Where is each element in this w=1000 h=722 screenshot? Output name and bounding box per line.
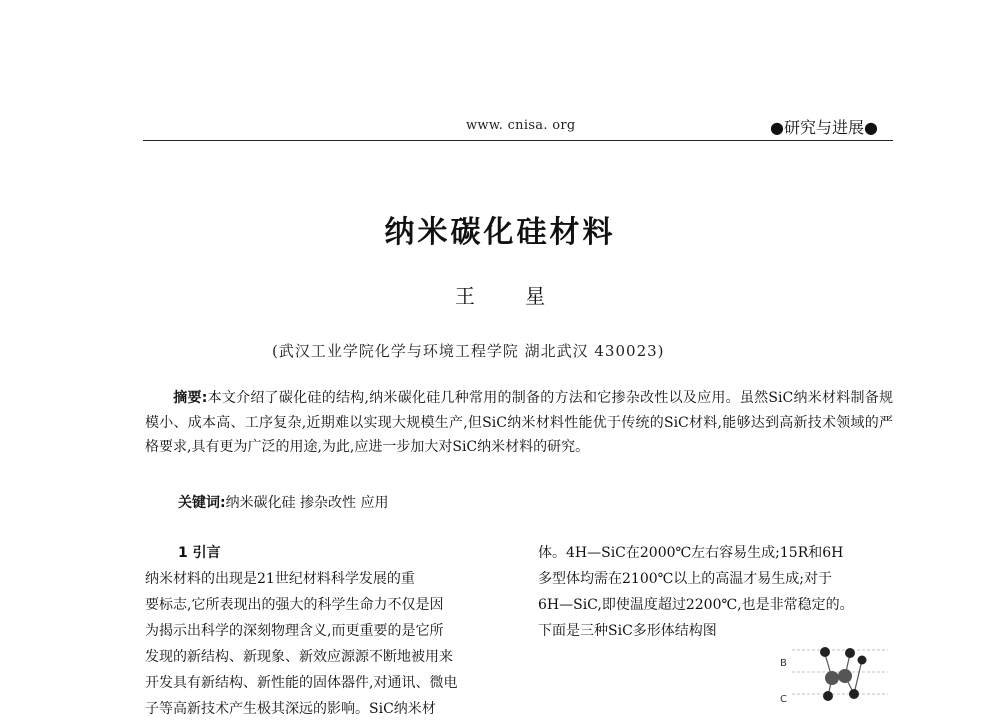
figure-label-b: B bbox=[780, 658, 787, 669]
keywords-label: 关键词: bbox=[178, 495, 226, 511]
abstract bbox=[145, 386, 893, 460]
figure-atom bbox=[858, 656, 867, 665]
section-heading: 1 引言 bbox=[178, 545, 221, 561]
text-line: 体。4H—SiC在2000℃左右容易生成;15R和6H bbox=[538, 545, 844, 561]
text-line: 要标志,它所表现出的强大的科学生命力不仅是因 bbox=[145, 597, 444, 613]
text-line: 下面是三种SiC多形体结构图 bbox=[538, 623, 717, 639]
keywords bbox=[178, 492, 389, 512]
header-rule bbox=[143, 140, 893, 141]
figure-label-c: C bbox=[780, 694, 787, 703]
sic-structure-figure bbox=[770, 640, 890, 703]
left-column bbox=[145, 566, 500, 722]
text-line: 纳米材料的出现是21世纪材料科学发展的重 bbox=[145, 571, 415, 587]
abstract-label: 摘要: bbox=[173, 390, 208, 406]
affiliation: (武汉工业学院化学与环境工程学院 湖北武汉 430023) bbox=[272, 342, 665, 360]
figure-atom bbox=[823, 691, 833, 701]
text-line: 6H—SiC,即使温度超过2200℃,也是非常稳定的。 bbox=[538, 597, 854, 613]
author: 王 星 bbox=[454, 284, 568, 308]
abstract-text: 本文介绍了碳化硅的结构,纳米碳化硅几种常用的制备的方法和它掺杂改性以及应用。虽然SiC纳米材料制备规模小、成本高、工序复杂,近期难以实现大规模生产,但SiC纳米材料性能优于传统的SiC材料,能够达到高新技术领域的严格要求,具有更为广泛的用途,为此,应进一步加大对SiC纳米材料的研究。 bbox=[145, 390, 893, 455]
text-line: 多型体均需在2100℃以上的高温才易生成;对于 bbox=[538, 571, 833, 587]
text-line: 为揭示出科学的深刻物理含义,而更重要的是它所 bbox=[145, 623, 444, 639]
figure-atom bbox=[825, 671, 839, 685]
figure-bond bbox=[854, 660, 862, 694]
figure-atom bbox=[849, 689, 859, 699]
figure-atom bbox=[845, 648, 855, 658]
journal-url: www. cnisa. org bbox=[466, 118, 576, 133]
text-line: 开发具有新结构、新性能的固体器件,对通讯、微电 bbox=[145, 675, 458, 691]
figure-atom bbox=[838, 669, 852, 683]
keywords-text: 纳米碳化硅 掺杂改性 应用 bbox=[225, 495, 389, 511]
right-column bbox=[538, 540, 894, 644]
figure-atom bbox=[820, 647, 830, 657]
text-line: 子等高新技术产生极其深远的影响。SiC纳米材 bbox=[145, 701, 436, 717]
text-line: 发现的新结构、新现象、新效应源源不断地被用来 bbox=[145, 649, 453, 665]
section-tag: ●研究与进展● bbox=[770, 118, 878, 137]
paper-title: 纳米碳化硅材料 bbox=[384, 215, 616, 250]
